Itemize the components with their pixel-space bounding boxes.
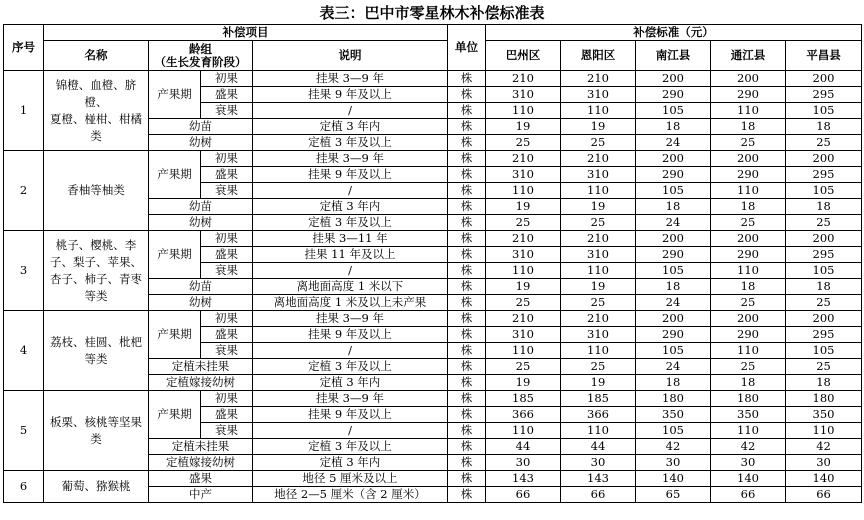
value-cell-bazhou: 110 bbox=[486, 263, 561, 279]
value-cell-tongjiang: 18 bbox=[711, 199, 786, 215]
value-cell-bazhou: 310 bbox=[486, 87, 561, 103]
header-project: 补偿项目 bbox=[44, 25, 448, 41]
value-cell-nanjiang: 105 bbox=[636, 183, 711, 199]
description-cell: 地径 5 厘米及以上 bbox=[253, 471, 448, 487]
header-region-enyang: 恩阳区 bbox=[561, 41, 636, 71]
value-cell-pingchang: 140 bbox=[786, 471, 862, 487]
value-cell-enyang: 44 bbox=[561, 439, 636, 455]
item-name: 锦橙、血橙、脐橙、 夏橙、椪柑、柑橘类 bbox=[44, 71, 149, 151]
stage-cell: 产果期 bbox=[149, 231, 201, 279]
compensation-table bbox=[3, 24, 862, 503]
value-cell-pingchang: 105 bbox=[786, 103, 862, 119]
value-cell-tongjiang: 18 bbox=[711, 279, 786, 295]
value-cell-pingchang: 25 bbox=[786, 135, 862, 151]
table-row bbox=[4, 311, 862, 327]
value-cell-enyang: 19 bbox=[561, 119, 636, 135]
value-cell-enyang: 19 bbox=[561, 279, 636, 295]
value-cell-enyang: 110 bbox=[561, 183, 636, 199]
stage-cell: 幼树 bbox=[149, 215, 253, 231]
value-cell-bazhou: 25 bbox=[486, 135, 561, 151]
table-body bbox=[4, 71, 862, 503]
unit-cell: 株 bbox=[448, 183, 486, 199]
value-cell-nanjiang: 24 bbox=[636, 295, 711, 311]
value-cell-bazhou: 19 bbox=[486, 119, 561, 135]
value-cell-enyang: 210 bbox=[561, 231, 636, 247]
row-number: 6 bbox=[4, 471, 44, 503]
value-cell-bazhou: 143 bbox=[486, 471, 561, 487]
header-group: 龄组 （生长发育阶段） bbox=[149, 41, 253, 71]
value-cell-enyang: 110 bbox=[561, 263, 636, 279]
value-cell-pingchang: 105 bbox=[786, 183, 862, 199]
stage-cell: 定植未挂果 bbox=[149, 359, 253, 375]
value-cell-enyang: 110 bbox=[561, 103, 636, 119]
value-cell-tongjiang: 290 bbox=[711, 327, 786, 343]
header-no: 序号 bbox=[4, 25, 44, 71]
description-cell: 离地面高度 1 米及以上未产果 bbox=[253, 295, 448, 311]
unit-cell: 株 bbox=[448, 487, 486, 503]
unit-cell: 株 bbox=[448, 343, 486, 359]
description-cell: 定植 3 年及以上 bbox=[253, 359, 448, 375]
unit-cell: 株 bbox=[448, 391, 486, 407]
value-cell-tongjiang: 110 bbox=[711, 343, 786, 359]
value-cell-nanjiang: 65 bbox=[636, 487, 711, 503]
value-cell-nanjiang: 18 bbox=[636, 279, 711, 295]
table-row bbox=[4, 231, 862, 247]
item-name: 葡萄、猕猴桃 bbox=[44, 471, 149, 503]
value-cell-pingchang: 25 bbox=[786, 295, 862, 311]
value-cell-nanjiang: 24 bbox=[636, 215, 711, 231]
unit-cell: 株 bbox=[448, 71, 486, 87]
value-cell-nanjiang: 350 bbox=[636, 407, 711, 423]
value-cell-enyang: 25 bbox=[561, 359, 636, 375]
unit-cell: 株 bbox=[448, 167, 486, 183]
value-cell-tongjiang: 18 bbox=[711, 119, 786, 135]
value-cell-bazhou: 110 bbox=[486, 103, 561, 119]
value-cell-tongjiang: 110 bbox=[711, 103, 786, 119]
value-cell-enyang: 25 bbox=[561, 295, 636, 311]
stage-cell: 产果期 bbox=[149, 151, 201, 199]
row-number: 1 bbox=[4, 71, 44, 151]
unit-cell: 株 bbox=[448, 295, 486, 311]
value-cell-nanjiang: 18 bbox=[636, 119, 711, 135]
value-cell-nanjiang: 18 bbox=[636, 375, 711, 391]
sub-stage-cell: 初果 bbox=[201, 71, 253, 87]
unit-cell: 株 bbox=[448, 311, 486, 327]
value-cell-bazhou: 19 bbox=[486, 375, 561, 391]
item-name: 香柚等柚类 bbox=[44, 151, 149, 231]
value-cell-nanjiang: 200 bbox=[636, 311, 711, 327]
value-cell-pingchang: 18 bbox=[786, 199, 862, 215]
table-row bbox=[4, 151, 862, 167]
value-cell-pingchang: 200 bbox=[786, 231, 862, 247]
value-cell-enyang: 19 bbox=[561, 199, 636, 215]
sub-stage-cell: 衰果 bbox=[201, 263, 253, 279]
value-cell-nanjiang: 24 bbox=[636, 359, 711, 375]
value-cell-pingchang: 18 bbox=[786, 375, 862, 391]
unit-cell: 株 bbox=[448, 247, 486, 263]
description-cell: 定植 3 年及以上 bbox=[253, 439, 448, 455]
value-cell-enyang: 110 bbox=[561, 423, 636, 439]
row-number: 4 bbox=[4, 311, 44, 391]
unit-cell: 株 bbox=[448, 231, 486, 247]
stage-cell: 幼苗 bbox=[149, 119, 253, 135]
description-cell: 定植 3 年及以上 bbox=[253, 135, 448, 151]
value-cell-pingchang: 42 bbox=[786, 439, 862, 455]
description-cell: 定植 3 年内 bbox=[253, 119, 448, 135]
value-cell-bazhou: 25 bbox=[486, 359, 561, 375]
description-cell: 定植 3 年内 bbox=[253, 199, 448, 215]
value-cell-nanjiang: 24 bbox=[636, 135, 711, 151]
value-cell-tongjiang: 110 bbox=[711, 263, 786, 279]
value-cell-tongjiang: 25 bbox=[711, 295, 786, 311]
value-cell-nanjiang: 105 bbox=[636, 423, 711, 439]
value-cell-nanjiang: 290 bbox=[636, 87, 711, 103]
value-cell-pingchang: 200 bbox=[786, 71, 862, 87]
value-cell-pingchang: 18 bbox=[786, 119, 862, 135]
sub-stage-cell: 衰果 bbox=[201, 423, 253, 439]
table-row bbox=[4, 471, 862, 487]
description-cell: / bbox=[253, 103, 448, 119]
description-cell: / bbox=[253, 263, 448, 279]
value-cell-bazhou: 30 bbox=[486, 455, 561, 471]
table-row bbox=[4, 71, 862, 87]
description-cell: 挂果 3—9 年 bbox=[253, 71, 448, 87]
unit-cell: 株 bbox=[448, 279, 486, 295]
value-cell-tongjiang: 25 bbox=[711, 135, 786, 151]
description-cell: 定植 3 年内 bbox=[253, 375, 448, 391]
stage-cell: 产果期 bbox=[149, 71, 201, 119]
row-number: 3 bbox=[4, 231, 44, 311]
value-cell-nanjiang: 290 bbox=[636, 247, 711, 263]
value-cell-enyang: 210 bbox=[561, 311, 636, 327]
value-cell-pingchang: 295 bbox=[786, 167, 862, 183]
sub-stage-cell: 初果 bbox=[201, 391, 253, 407]
value-cell-tongjiang: 200 bbox=[711, 151, 786, 167]
unit-cell: 株 bbox=[448, 423, 486, 439]
value-cell-nanjiang: 105 bbox=[636, 343, 711, 359]
value-cell-enyang: 110 bbox=[561, 343, 636, 359]
value-cell-pingchang: 350 bbox=[786, 407, 862, 423]
value-cell-bazhou: 210 bbox=[486, 231, 561, 247]
header-region-tongjiang: 通江县 bbox=[711, 41, 786, 71]
value-cell-enyang: 66 bbox=[561, 487, 636, 503]
value-cell-bazhou: 185 bbox=[486, 391, 561, 407]
header-desc: 说明 bbox=[253, 41, 448, 71]
value-cell-tongjiang: 140 bbox=[711, 471, 786, 487]
value-cell-tongjiang: 42 bbox=[711, 439, 786, 455]
value-cell-nanjiang: 290 bbox=[636, 327, 711, 343]
header-row-1 bbox=[4, 25, 862, 41]
value-cell-tongjiang: 18 bbox=[711, 375, 786, 391]
value-cell-tongjiang: 290 bbox=[711, 87, 786, 103]
stage-cell: 幼苗 bbox=[149, 279, 253, 295]
item-name: 板栗、核桃等坚果类 bbox=[44, 391, 149, 471]
value-cell-pingchang: 30 bbox=[786, 455, 862, 471]
value-cell-pingchang: 110 bbox=[786, 423, 862, 439]
row-number: 5 bbox=[4, 391, 44, 471]
description-cell: 挂果 9 年及以上 bbox=[253, 407, 448, 423]
value-cell-nanjiang: 140 bbox=[636, 471, 711, 487]
stage-cell: 产果期 bbox=[149, 391, 201, 439]
unit-cell: 株 bbox=[448, 471, 486, 487]
description-cell: 挂果 9 年及以上 bbox=[253, 327, 448, 343]
value-cell-pingchang: 295 bbox=[786, 247, 862, 263]
description-cell: 挂果 3—11 年 bbox=[253, 231, 448, 247]
stage-cell: 定植嫁接幼树 bbox=[149, 375, 253, 391]
value-cell-bazhou: 366 bbox=[486, 407, 561, 423]
unit-cell: 株 bbox=[448, 119, 486, 135]
description-cell: 地径 2—5 厘米（含 2 厘米） bbox=[253, 487, 448, 503]
value-cell-nanjiang: 200 bbox=[636, 151, 711, 167]
value-cell-bazhou: 44 bbox=[486, 439, 561, 455]
value-cell-bazhou: 19 bbox=[486, 279, 561, 295]
unit-cell: 株 bbox=[448, 375, 486, 391]
value-cell-enyang: 210 bbox=[561, 71, 636, 87]
value-cell-enyang: 210 bbox=[561, 151, 636, 167]
value-cell-bazhou: 66 bbox=[486, 487, 561, 503]
description-cell: 挂果 3—9 年 bbox=[253, 151, 448, 167]
value-cell-pingchang: 105 bbox=[786, 263, 862, 279]
value-cell-pingchang: 200 bbox=[786, 151, 862, 167]
sub-stage-cell: 盛果 bbox=[201, 327, 253, 343]
unit-cell: 株 bbox=[448, 263, 486, 279]
unit-cell: 株 bbox=[448, 455, 486, 471]
sub-stage-cell: 初果 bbox=[201, 311, 253, 327]
description-cell: 挂果 3—9 年 bbox=[253, 391, 448, 407]
value-cell-pingchang: 25 bbox=[786, 215, 862, 231]
row-number: 2 bbox=[4, 151, 44, 231]
sub-stage-cell: 初果 bbox=[201, 151, 253, 167]
value-cell-bazhou: 210 bbox=[486, 71, 561, 87]
unit-cell: 株 bbox=[448, 199, 486, 215]
header-name: 名称 bbox=[44, 41, 149, 71]
description-cell: 离地面高度 1 米以下 bbox=[253, 279, 448, 295]
value-cell-nanjiang: 180 bbox=[636, 391, 711, 407]
description-cell: 挂果 3—9 年 bbox=[253, 311, 448, 327]
stage-cell: 盛果 bbox=[149, 471, 253, 487]
unit-cell: 株 bbox=[448, 215, 486, 231]
value-cell-pingchang: 295 bbox=[786, 87, 862, 103]
sub-stage-cell: 初果 bbox=[201, 231, 253, 247]
unit-cell: 株 bbox=[448, 87, 486, 103]
value-cell-enyang: 185 bbox=[561, 391, 636, 407]
value-cell-enyang: 19 bbox=[561, 375, 636, 391]
value-cell-tongjiang: 25 bbox=[711, 359, 786, 375]
value-cell-pingchang: 66 bbox=[786, 487, 862, 503]
value-cell-tongjiang: 110 bbox=[711, 423, 786, 439]
value-cell-tongjiang: 66 bbox=[711, 487, 786, 503]
stage-cell: 幼树 bbox=[149, 135, 253, 151]
value-cell-tongjiang: 180 bbox=[711, 391, 786, 407]
description-cell: / bbox=[253, 183, 448, 199]
value-cell-pingchang: 105 bbox=[786, 343, 862, 359]
value-cell-nanjiang: 42 bbox=[636, 439, 711, 455]
value-cell-bazhou: 210 bbox=[486, 151, 561, 167]
value-cell-tongjiang: 200 bbox=[711, 71, 786, 87]
description-cell: 挂果 9 年及以上 bbox=[253, 167, 448, 183]
header-unit: 单位 bbox=[448, 25, 486, 71]
value-cell-bazhou: 110 bbox=[486, 423, 561, 439]
value-cell-pingchang: 200 bbox=[786, 311, 862, 327]
value-cell-enyang: 30 bbox=[561, 455, 636, 471]
unit-cell: 株 bbox=[448, 407, 486, 423]
value-cell-enyang: 143 bbox=[561, 471, 636, 487]
sub-stage-cell: 衰果 bbox=[201, 183, 253, 199]
value-cell-bazhou: 310 bbox=[486, 327, 561, 343]
item-name: 荔枝、桂圆、枇杷等类 bbox=[44, 311, 149, 391]
value-cell-bazhou: 25 bbox=[486, 215, 561, 231]
value-cell-enyang: 310 bbox=[561, 167, 636, 183]
description-cell: 定植 3 年及以上 bbox=[253, 215, 448, 231]
sub-stage-cell: 盛果 bbox=[201, 167, 253, 183]
description-cell: 挂果 9 年及以上 bbox=[253, 87, 448, 103]
sub-stage-cell: 盛果 bbox=[201, 407, 253, 423]
stage-cell: 定植未挂果 bbox=[149, 439, 253, 455]
header-region-nanjiang: 南江县 bbox=[636, 41, 711, 71]
value-cell-tongjiang: 30 bbox=[711, 455, 786, 471]
value-cell-tongjiang: 200 bbox=[711, 311, 786, 327]
value-cell-pingchang: 295 bbox=[786, 327, 862, 343]
value-cell-bazhou: 19 bbox=[486, 199, 561, 215]
header-standard: 补偿标准（元） bbox=[486, 25, 862, 41]
value-cell-pingchang: 25 bbox=[786, 359, 862, 375]
value-cell-tongjiang: 350 bbox=[711, 407, 786, 423]
value-cell-tongjiang: 290 bbox=[711, 167, 786, 183]
sub-stage-cell: 盛果 bbox=[201, 87, 253, 103]
value-cell-bazhou: 310 bbox=[486, 167, 561, 183]
description-cell: / bbox=[253, 343, 448, 359]
unit-cell: 株 bbox=[448, 103, 486, 119]
stage-cell: 幼苗 bbox=[149, 199, 253, 215]
value-cell-bazhou: 110 bbox=[486, 183, 561, 199]
value-cell-tongjiang: 200 bbox=[711, 231, 786, 247]
value-cell-bazhou: 25 bbox=[486, 295, 561, 311]
sub-stage-cell: 衰果 bbox=[201, 343, 253, 359]
description-cell: 定植 3 年内 bbox=[253, 455, 448, 471]
value-cell-enyang: 25 bbox=[561, 135, 636, 151]
stage-cell: 产果期 bbox=[149, 311, 201, 359]
table-title: 表三：巴中市零星林木补偿标准表 bbox=[319, 4, 545, 22]
stage-cell: 定植嫁接幼树 bbox=[149, 455, 253, 471]
value-cell-nanjiang: 105 bbox=[636, 263, 711, 279]
value-cell-pingchang: 18 bbox=[786, 279, 862, 295]
value-cell-nanjiang: 200 bbox=[636, 231, 711, 247]
unit-cell: 株 bbox=[448, 135, 486, 151]
sub-stage-cell: 衰果 bbox=[201, 103, 253, 119]
header-row-2 bbox=[4, 41, 862, 71]
description-cell: 挂果 11 年及以上 bbox=[253, 247, 448, 263]
item-name: 桃子、樱桃、李子、梨子、苹果、杏子、柿子、青枣等类 bbox=[44, 231, 149, 311]
value-cell-pingchang: 180 bbox=[786, 391, 862, 407]
unit-cell: 株 bbox=[448, 151, 486, 167]
value-cell-bazhou: 210 bbox=[486, 311, 561, 327]
value-cell-enyang: 310 bbox=[561, 87, 636, 103]
unit-cell: 株 bbox=[448, 359, 486, 375]
description-cell: / bbox=[253, 423, 448, 439]
value-cell-nanjiang: 200 bbox=[636, 71, 711, 87]
value-cell-enyang: 25 bbox=[561, 215, 636, 231]
sub-stage-cell: 盛果 bbox=[201, 247, 253, 263]
value-cell-nanjiang: 105 bbox=[636, 103, 711, 119]
value-cell-tongjiang: 110 bbox=[711, 183, 786, 199]
value-cell-enyang: 310 bbox=[561, 327, 636, 343]
header-region-bazhou: 巴州区 bbox=[486, 41, 561, 71]
value-cell-bazhou: 110 bbox=[486, 343, 561, 359]
unit-cell: 株 bbox=[448, 439, 486, 455]
value-cell-enyang: 366 bbox=[561, 407, 636, 423]
value-cell-tongjiang: 25 bbox=[711, 215, 786, 231]
value-cell-nanjiang: 290 bbox=[636, 167, 711, 183]
table-row bbox=[4, 391, 862, 407]
value-cell-nanjiang: 30 bbox=[636, 455, 711, 471]
stage-cell: 幼树 bbox=[149, 295, 253, 311]
stage-cell: 中产 bbox=[149, 487, 253, 503]
value-cell-nanjiang: 18 bbox=[636, 199, 711, 215]
value-cell-enyang: 310 bbox=[561, 247, 636, 263]
header-region-pingchang: 平昌县 bbox=[786, 41, 862, 71]
value-cell-bazhou: 310 bbox=[486, 247, 561, 263]
unit-cell: 株 bbox=[448, 327, 486, 343]
value-cell-tongjiang: 290 bbox=[711, 247, 786, 263]
